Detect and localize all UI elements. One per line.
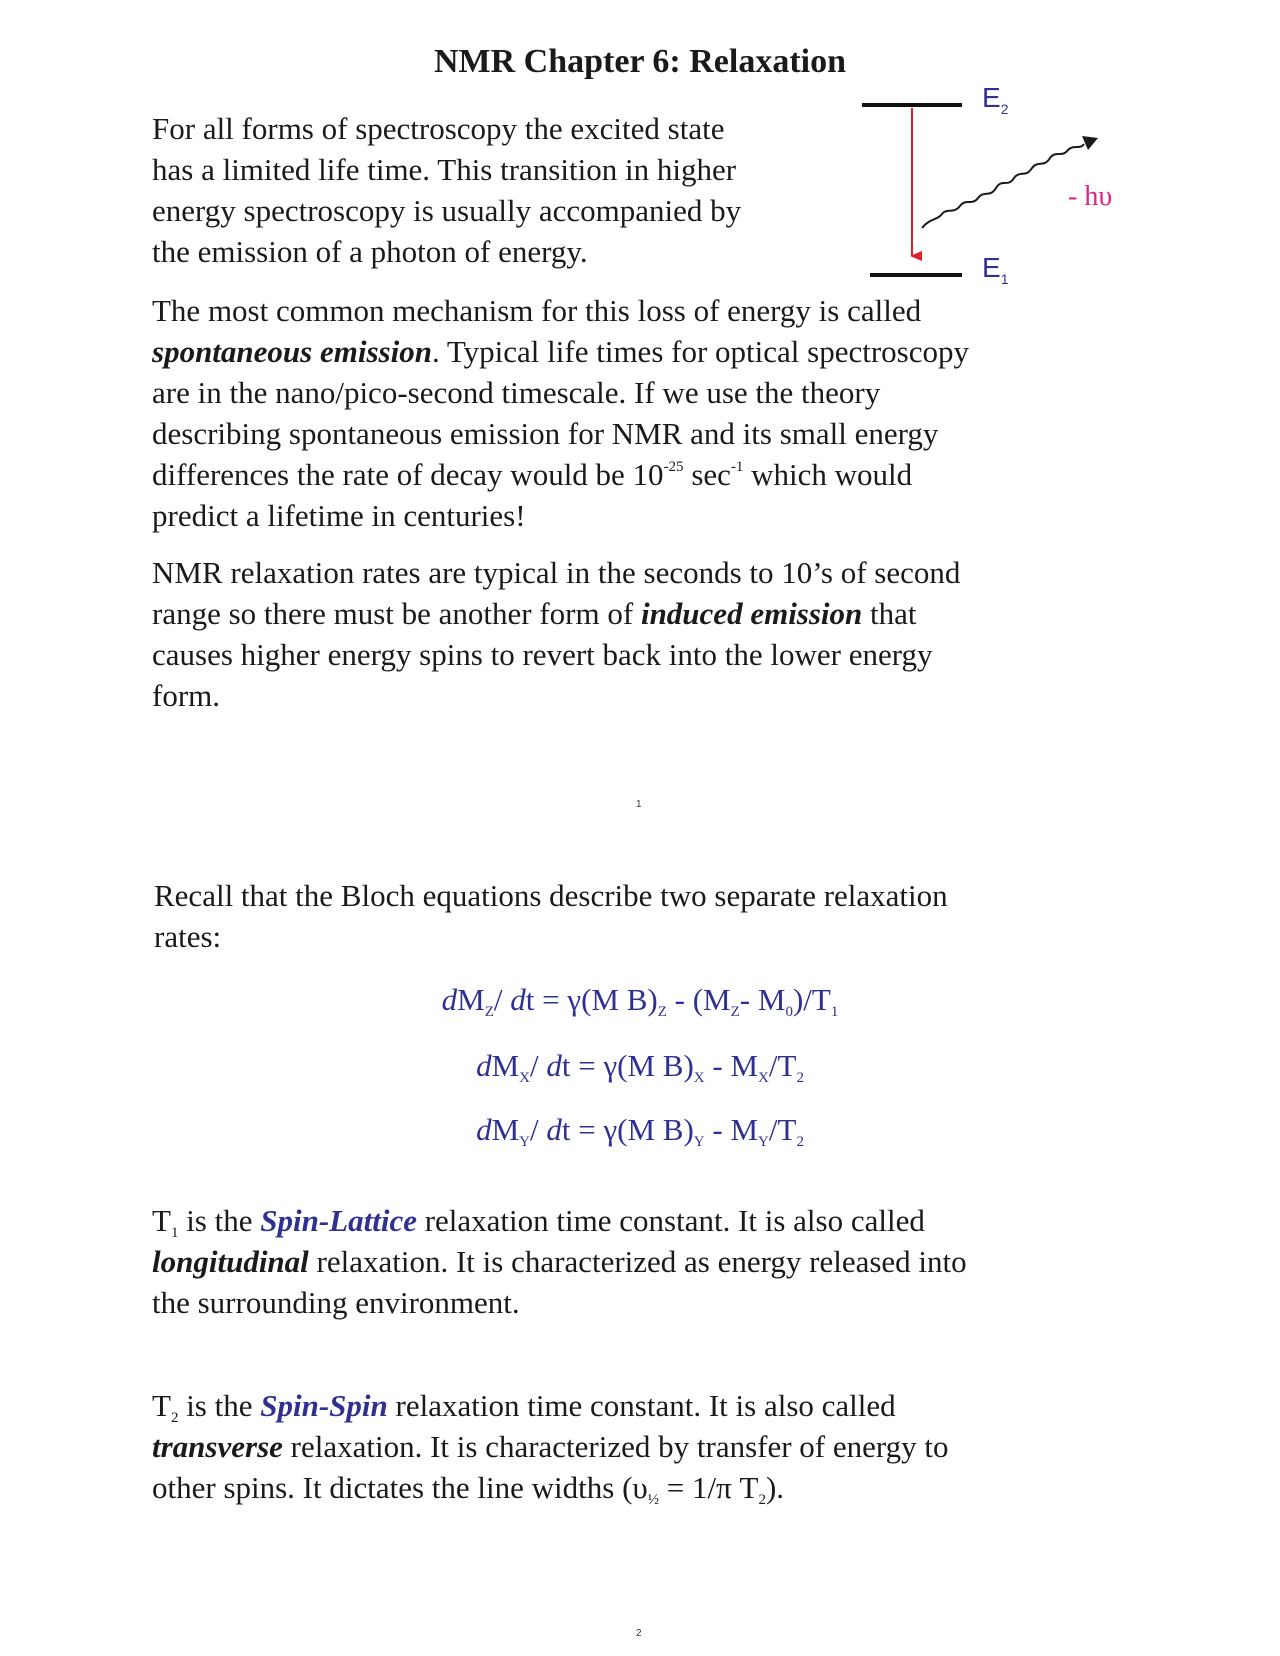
para3-line: form.: [152, 678, 221, 713]
decay-rate-exponent: -25: [663, 459, 684, 475]
intro-line: has a limited life time. This transition in higher: [152, 152, 737, 187]
bloch-intro: Recall that the Bloch equations describe two separate relaxation rates:: [154, 878, 948, 954]
para2-line: differences the rate of decay would be $10^{-25}$ $\sec^{-1}$ which would: [152, 457, 913, 492]
para3-line: causes higher energy spins to revert back into the lower energy: [152, 637, 933, 672]
para3-line: NMR relaxation rates are typical in the seconds to 10’s of second: [152, 555, 961, 590]
page-number: 1: [636, 799, 642, 810]
intro-paragraph: [152, 108, 852, 272]
para2-line: The most common mechanism for this loss of energy is called: [152, 293, 922, 328]
bloch-equation-z: $dM_Z/$ dt = γ(M $B)_Z - (M_Z-$ $M_0)/T_1$: [441, 982, 839, 1020]
t1-paragraph: $T_1$ is the Spin-Lattice relaxation time constant. It is also called longitudinal relaxation. It is characterized as energy released into the surrounding environment.: [152, 1203, 967, 1320]
para2-line: are in the nano/pico-second timescale. If we use the theory: [152, 375, 881, 410]
upper-level-label: $E_2$: [982, 82, 1009, 117]
bloch-equation-x: $dM_X/$ dt = γ(M $B)_X - M_X/T_2$: [476, 1048, 804, 1086]
energy-level-diagram: [860, 70, 1140, 290]
spin-spin-term: Spin-Spin: [260, 1388, 388, 1423]
induced-emission-paragraph: [152, 552, 1152, 716]
longitudinal-term: longitudinal: [152, 1244, 309, 1279]
para2-line: predict a lifetime in centuries!: [152, 498, 526, 533]
intro-line: For all forms of spectroscopy the excited state: [152, 111, 725, 146]
spin-lattice-term: Spin-Lattice: [260, 1203, 417, 1238]
para2-line: describing spontaneous emission for NMR and its small energy: [152, 416, 939, 451]
induced-emission-term: induced emission: [640, 596, 863, 631]
photon-arrowhead: [1082, 136, 1098, 150]
photon-label: - hυ: [1068, 181, 1113, 212]
para3-line: range so there must be another form of induced emission that: [152, 596, 917, 631]
lower-level-label: $E_1$: [982, 252, 1009, 287]
photon-wave: [922, 144, 1084, 228]
intro-line: the emission of a photon of energy.: [152, 234, 588, 269]
transverse-term: transverse: [152, 1429, 283, 1464]
page-number: 2: [636, 1628, 642, 1639]
para2-line: spontaneous emission. Typical life times for optical spectroscopy: [152, 334, 969, 369]
bloch-equation-y: $dM_Y/$ dt = γ(M $B)_Y - M_Y/T_2$: [476, 1112, 804, 1150]
intro-line: energy spectroscopy is usually accompanied by: [152, 193, 742, 228]
spontaneous-emission-paragraph: [152, 290, 1152, 536]
spontaneous-emission-term: spontaneous emission: [152, 334, 432, 369]
t2-paragraph: $T_2$ is the Spin-Spin relaxation time constant. It is also called transverse relaxation. It is characterized by transfer of energy to other spins. It dictates the line widths ($\upsilon_{\frac{1}{2}} = 1/\pi$ $T_2$).: [152, 1388, 949, 1508]
page-title: NMR Chapter 6: Relaxation: [433, 43, 847, 80]
